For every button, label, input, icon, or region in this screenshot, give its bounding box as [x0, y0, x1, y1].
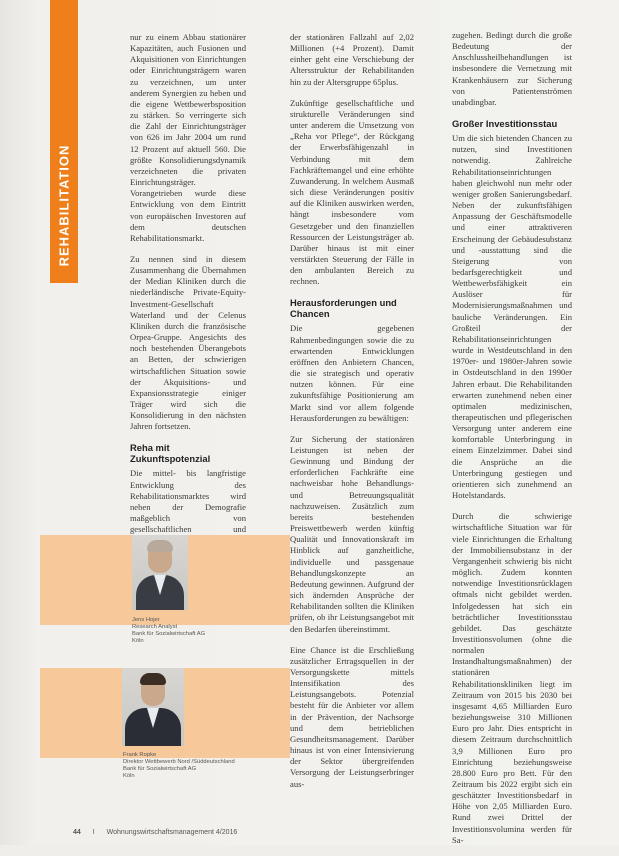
col3-paragraph-2: Um die sich bietenden Chancen zu nutzen, sind Investitionen notwendig. Zahlreiche Rehabilitationseinrichtungen haben gleichwohl nun mehr oder weniger großen Sanierungsbedarf. Neben der zukunftsfähigen Anpassung der Geschäftsmodelle und einer attraktiveren Erscheinung der Gebäudesubstanz und -ausstattung sind die Steigerung von bedarfsgerechtigkeit und Wettbewerbsfähigkeit ein Auslöser für Modernisierungsmaßnahmen und bauliche Veränderungen. Ein Großteil der Rehabilitationseinrichtungen wurde in Westdeutschland in den 1970er- und 1980er-Jahren sowie in Ostdeutschland in den 1990er Jahren erbaut. Die Rehabilitanden erwarten zunehmend neben einer optimalen medizinischen, therapeutischen und pflegerischen Versorgung unter anderem eine komfortable Unterbringung in einem Einzelzimmer. Dabei sind die Ansprüche an die Unterbringung gestiegen und orientieren sich zunehmend an Hotelstandards. — [452, 133, 572, 501]
caption-1-name: Jens Hojer — [132, 617, 160, 623]
col2-paragraph-2: Zukünftige gesellschaftliche und strukturelle Veränderungen sind unter anderem die Umsetzung von „Reha vor Pflege“, der Rückgang der Erwerbsfähigenzahl in Verbindung mit dem Fachkräftemangel und eine erhöhte Zuwanderung. In welchem Ausmaß sich diese Veränderungen positiv auf die Kliniken auswirken werden, hängt insbesondere vom Gesetzgeber und den finanziellen Ressourcen der Leistungsträger ab. Darüber hinaus ist mit einer verstärkten Steuerung der Fälle in den ambulanten Bereich zu rechnen. — [290, 97, 414, 287]
caption-2-city: Köln — [123, 773, 135, 779]
caption-1-company: Bank für Sozialwirtschaft AG — [132, 631, 206, 637]
caption-1-role: Research Analyst — [132, 624, 178, 630]
col2-paragraph-5: Eine Chance ist die Erschließung zusätzlicher Ertragsquellen in der Versorgungskette mittels Intensifikation des Leistungsangebots. Potenzial besteht für die Anbieter vor allem in der Prävention, der Nachsorge und dem betrieblichen Gesundheitsmanagement. Darüber hinaus ist von einer Intensivierung der Sektor übergreifenden Versorgung der Leistungserbringer aus- — [290, 644, 414, 789]
col1-heading: Reha mit Zukunftspotenzial — [130, 442, 211, 465]
section-label — [50, 130, 78, 280]
caption-2-role: Direktor Wettbewerb Nord /Süddeutschland — [123, 759, 235, 765]
col1-paragraph-2: Zu nennen sind in diesem Zusammenhang die Übernahmen der Median Kliniken durch die niederländische Private-Equity-Investment-Gesellschaft Waterland und der Celenus Kliniken durch die französische Orpea-Gruppe. Angesichts des noch bestehenden Überangebots an Betten, der schwierigen wirtschaftlichen Situation sowie der Akquisitions- und Expansionsstrategie einiger Träger wird sich die Konsolidierung in den nächsten Jahren fortsetzen. — [130, 253, 246, 432]
page-footer — [73, 829, 237, 836]
col3-heading: Großer Investitionsstau — [452, 118, 558, 130]
footer-separator: I — [92, 829, 95, 836]
col1-paragraph-1: nur zu einem Abbau stationärer Kapazitäten, auch Fusionen und Akquisitionen von Einrichtungen oder Einrichtungsträgern waren zu verzeichnen, um unter anderem Synergien zu heben und die eigene Wettbewerbsposition zu stärken. So verringerte sich die Zahl der Einrichtungsträger von 626 im Jahr 2004 um rund 12 Prozent auf aktuell 560. Die größte Konsolidierungsdynamik verzeichneten die privaten Einrichtungsträger. Vorangetrieben wurde diese Entwicklung von dem Eintritt von europäischen Investoren auf dem deutschen Rehabilitationsmarkt. — [130, 32, 246, 243]
text-column-3 — [452, 30, 572, 856]
author-photo-2 — [122, 668, 184, 746]
col3-paragraph-1: zugehen. Bedingt durch die große Bedeutung der Anschlussheilbehandlungen ist insbesondere die Vernetzung mit Krankenhäusern zur Sicherung von Patientenströmen unabdingbar. — [452, 30, 572, 107]
col2-paragraph-1: der stationären Fallzahl auf 2,02 Millionen (+4 Prozent). Damit einher geht eine Verschiebung der Altersstruktur der Rehabilitanden hin zu der Altersgruppe 65plus. — [290, 32, 414, 87]
col2-paragraph-3: Die gegebenen Rahmenbedingungen sowie die zu erwartenden Entwicklungen eröffnen den Anbietern Chancen, die sie strategisch und operativ nutzen können. Für eine zukunftsfähige Positionierung am Markt sind vor allem folgende Herausforderungen zu bewältigen: — [290, 323, 414, 423]
caption-2-name: Frank Ropke — [123, 752, 157, 758]
section-label-text: REHABILITATION — [56, 144, 72, 266]
caption-2-company: Bank für Sozialwirtschaft AG — [123, 766, 197, 772]
col2-paragraph-4: Zur Sicherung der stationären Leistungen ist neben der Gewinnung und Bindung der erforderlichen Fachkräfte eine nachweisbar hohe Behandlungs- und Betreuungsqualität nachzuweisen. Zusätzlich zum bereits bestehenden Preiswettbewerb werden künftig Qualität und Innovationskraft im Hinblick auf ganzheitliche, individuelle und passgenaue Behandlungskonzepte an Bedeutung gewinnen. Aufgrund der sich ändernden Ansprüche der Rehabilitanden sollten die Kliniken prüfen, ob ihr Leistungsangebot mit den Bedarfen übereinstimmt. — [290, 433, 414, 634]
col1-paragraph-3: Die mittel- bis langfristige Entwicklung des Rehabilitationsmarktes wird neben der Demografie maßgeblich von gesellschaftlichen und — [130, 468, 246, 535]
author-caption-2 — [123, 752, 235, 780]
col3-paragraph-3: Durch die schwierige wirtschaftliche Situation war für viele Einrichtungen die Erhaltung der Immobiliensubstanz in der Vergangenheit schwierig bis nicht möglich. Zudem konnten notwendige Investitionsrücklagen oftmals nicht gebildet werden. Infolgedessen hat sich ein beträchtlicher Investitionsstau gebildet. Das geschätzte Investitionsvolumen (ohne die normalen Instandhaltungsmaßnahmen) der stationären Rehabilitationskliniken liegt im Zeitraum von 2015 bis 2030 bei insgesamt 4,65 Milliarden Euro beziehungsweise 310 Millionen Euro pro Jahr. Dies entspricht in diesem Zeitraum durchschnittlich 3,9 Millionen Euro pro Einrichtung beziehungsweise 28.800 Euro pro Bett. Für den Zeitraum bis 2022 ergibt sich ein geschätzter Investitionsbedarf in Höhe von 2,05 Milliarden Euro. Rund zwei Drittel der Investitionsvolumina werden für Sa- — [452, 511, 572, 845]
author-caption-1 — [132, 617, 205, 645]
col2-heading: Herausforderungen und Chancen — [290, 297, 397, 320]
text-column-1 — [130, 32, 246, 601]
caption-1-city: Köln — [132, 638, 144, 644]
text-column-2 — [290, 32, 414, 800]
magazine-name: Wohnungswirtschaftsmanagement 4/2016 — [106, 829, 238, 836]
page-number: 44 — [73, 829, 81, 836]
author-photo-1 — [132, 535, 188, 610]
